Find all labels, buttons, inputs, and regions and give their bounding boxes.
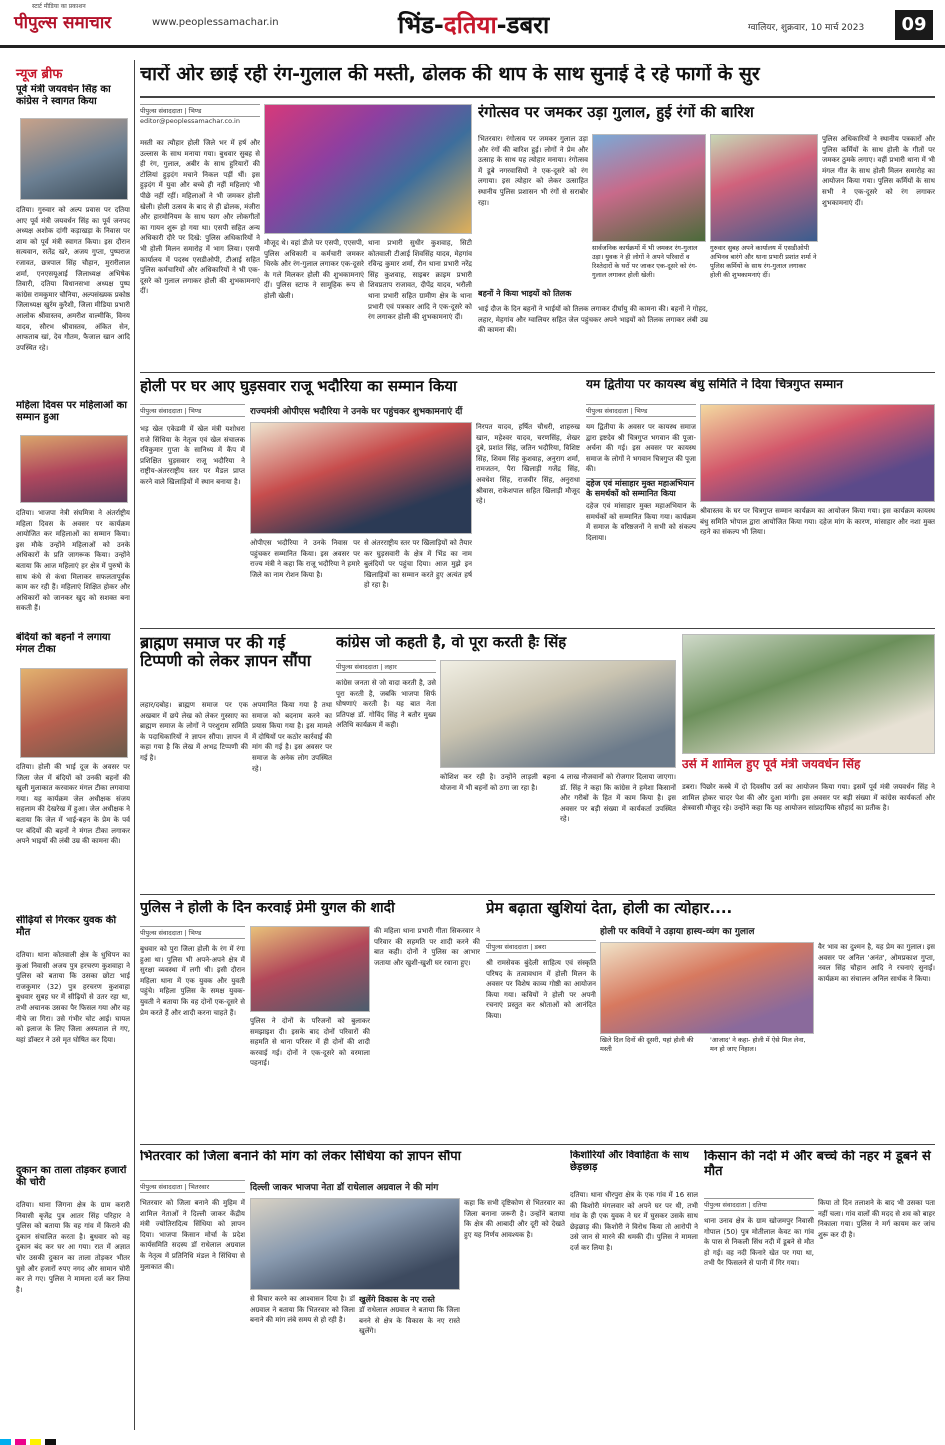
- brahman-body: लहार/दबोह। ब्राह्मण समाज पर एक अखबार में छपे लेख को लेकर गुस्साए का ब्राह्मण समाज के लोगों ने परशुराम समिति के पदाधिकारियों ने ज्ञापन सौंपा। ज्ञापन में कहा गया है कि लेख में अभद्र टिप्पणी की गई है।: [140, 701, 248, 762]
- brief-1-body: दतिया। गुरुवार को अल्प प्रवास पर दतिया आए पूर्व मंत्री जयवर्धन सिंह का पूर्व जनपद अध्यक्ष अशोक दांगी कड़ाखड़ा के निवास पर शाम को पूर्व मंत्री स्वागत किया। इस दौरान सत्यवान, सतेंद्र खरे, अजय गुप्ता, पुष्पराज रजावत, छत्रपाल सिंह चौहान, मुरारीलाल शर्मा, एनएसयूआई जिलाध्यक्ष अभिषेक तिवारी, दतिया विधानसभा अध्यक्ष पुष्प कांग्रेस रामकुमार चौनिया, अल्पसंख्यक प्रकोष्ठ जिलाध्यक्ष खुर्रम कुरैशी, जिला मीडिया प्रभारी आलोक श्रीवास्तव, अमरीश वाल्मीकि, विनय यादव, सौरभ श्रीवास्तव, अंकित सेन, आफताब खां, देव गौतम, फैजाल खान आदि उपस्थित रहे।: [16, 206, 130, 352]
- kayasth-credit: पीपुल्स संवाददाता | भिण्ड: [586, 404, 696, 417]
- police-wedding-credit: पीपुल्स संवाददाता | भिण्ड: [140, 926, 245, 939]
- section-rule-3: [140, 894, 935, 895]
- brief-5-body: दतिया। थाना जिगना क्षेत्र के ग्राम करारी निवासी बृजेंद्र पुत्र आतर सिंह परिहार ने पुलिस को बताया कि वह गांव में किराने की दुकान संचालित करता है। बुधवार को वह दुकान बंद कर घर आ गया। रात में अज्ञात चोर उसकी दुकान का ताला तोड़कर भीतर घुसे और हजारों रुपए नगद और सामान चोरी कर ले गए। पुलिस ने मामला दर्ज कर लिया है।: [16, 1201, 130, 1294]
- bhitarwar-headline: भितरवार को जिला बनाने की मांग को लेकर सिंधिया को ज्ञापन सौंपा: [140, 1150, 461, 1164]
- prem-holi-credit: पीपुल्स संवाददाता | डबरा: [486, 940, 596, 953]
- kisan-credit: पीपुल्स संवाददाता | दतिया: [704, 1198, 814, 1211]
- raju-col3: से अंतरराष्ट्रीय स्तर पर खिलाड़ियों को तैयार कर घुड़सवारी के क्षेत्र में भिंड का नाम बुलंदियों पर पहुंचा दिया। आज मुझे इन खिलाड़ियों का सम्मान करते हुए अत्यंत हर्ष हो रहा है।: [364, 539, 472, 590]
- prem-holi-body: श्री रामसेवक बुंदेली साहित्य एवं संस्कृति परिषद के तत्वावधान में होली मिलन के अवसर पर विशेष काव्य गोष्ठी का आयोजन किया गया। कवियों ने होली पर अपनी रचनाएं प्रस्तुत कर श्रोताओं को आनंदित किया।: [486, 959, 596, 1020]
- bhitarwar-subhead2: खुलेंगे विकास के नए रास्ते: [359, 1295, 435, 1304]
- lead-caption: मौजूद थे। वहां डीजे पर एसपी, एएसपी, पुलिस अधिकारी व कर्मचारी जमकर थिरके और रंग-गुलाल लगाकर एक-दूसरे के गले मिलकर होली की शुभकामनाएं दीं। पुलिस स्टाफ ने सामूहिक रूप से होली खेली।: [264, 239, 364, 300]
- brahman-col2: अपमानित किया गया है तथा समाज को बदनाम करने का प्रयास किया गया है। इस मामले में दोषियों पर कठोर कार्रवाई की मांग की गई है। इस अवसर पर समाज के अनेक लोग उपस्थित रहे।: [252, 701, 332, 773]
- prem-holi-right2: 'आजाद' ने कहा- होली में ऐसे मिल लेना, मन हो जाए निहाल।: [710, 1036, 806, 1053]
- raju-headline: होली पर घर आए घुड़सवार राजू भदौरिया का सम्मान किया: [140, 378, 457, 395]
- raju-credit: पीपुल्स संवाददाता | भिण्ड: [140, 404, 245, 417]
- raju-col4: निरपत यादव, हर्षित चौधरी, शाहरुख खान, महेश्वर यादव, चरणसिंह, शेखर दुबे, प्रशांत सिंह, जतिन भदौरिया, विशिष्ट सिंह, शिवम सिंह कुशवाह, अनुराग शर्मा, रामजतन, पैरा खिलाड़ी गजेंद्र सिंह, अवधेश सिंह, राजवीर सिंह, अनुराधा श्रीवास, राकेशपाल सहित खिलाड़ी मौजूद रहे।: [476, 423, 580, 506]
- magenta-swatch: [15, 1439, 26, 1445]
- kisan-credit-box: [704, 1198, 814, 1212]
- newspaper-logo: [14, 3, 112, 33]
- police-wedding-credit-box: [140, 926, 245, 940]
- brief-4-headline: सीढ़ियों से गिरकर युवक की मौत: [16, 915, 117, 938]
- kayasth-box-body: दहेज एवं मांसाहार मुक्त महाअभियान के समर्थकों को सम्मानित किया गया। कार्यक्रम में समाज के वरिष्ठजनों ने सभी को संकल्प दिलाया।: [586, 502, 696, 542]
- police-wedding-body: बुधवार को पुरा जिला होली के रंग में रंगा हुआ था। पुलिस भी अपने-अपने क्षेत्र में सुरक्षा व्यवस्था में लगी थी। इसी दौरान महिला थाना में एक युवक और युवती पहुंचे। महिला पुलिस के समक्ष युवक-युवती ने बताया कि वह दोनों एक-दूसरे से प्रेम करते हैं और शादी करना चाहते हैं।: [140, 945, 245, 1017]
- bhitarwar-credit: पीपुल्स संवाददाता | भितरवार: [140, 1180, 245, 1193]
- congress-body: कांग्रेस जनता से जो वादा करती है, उसे पूरा करती है, जबकि भाजपा सिर्फ घोषणाएं करती है। यह बात नेता प्रतिपक्ष डॉ. गोविंद सिंह ने बतौर मुख्य अतिथि कार्यक्रम में कही।: [336, 679, 436, 730]
- prem-holi-subhead: होली पर कवियों ने उड़ाया हास्य-व्यंग का गुलाल: [600, 927, 755, 937]
- lead-col3: थाना प्रभारी सुधीर कुशवाह, सिटी कोतवाली टीआई शिवसिंह यादव, मेहगांव रविन्द्र कुमार शर्मा, रौन थाना प्रभारी नरेंद्र सिंह कुशवाह, साइबर क्राइम प्रभारी शिवप्रताप राजावत, दीपेंद्र यादव, भरौली थाना प्रभारी सहित ग्रामीण क्षेत्र के थाना प्रभारी एवं पत्रकार आदि ने एक-दूसरे को रंग लगाकर होली की शुभकामनाएं दीं।: [368, 239, 472, 322]
- raju-subhead: राज्यमंत्री ओपीएस भदौरिया ने उनके घर पहुंचकर शुभकामनाएं दीं: [250, 407, 463, 417]
- bhitarwar-body: भितरवार को जिला बनाने की मुहिम में शामिल नेताओं ने दिल्ली जाकर केंद्रीय मंत्री ज्योतिरादित्य सिंधिया को ज्ञापन दिया। भाजपा किसान मोर्चा के प्रदेश कार्यसमिति सदस्य डॉ राधेलाल अग्रवाल के नेतृत्व में प्रतिनिधि मंडल ने सिंधिया से मुलाकात की।: [140, 1199, 245, 1271]
- lead-body: मस्ती का त्यौहार होली जिले भर में हर्ष और उल्लास के साथ मनाया गया। बुधवार सुबह से ही रंग, गुलाल, अबीर के साथ हुरियारों की टोलियां हुड़दंग मचाने निकल पड़ीं थीं। इस हुड़दंग में युवा और बच्चे ही नहीं महिलाएं भी पीछे नहीं रहीं। महिलाओं ने भी जमकर होली खेली। होली उत्सव के बाद से ही ढोलक, मंजीरा और हारमोनियम के साथ फाग और लोकगीतों का गायन शुरू हो गया था। एसपी सहित अन्य अधिकारी दौरे पर दिखे: पुलिस अधिकारियों ने भी होली मिलन समारोह में भाग लिया। एसपी कार्यालय में पदस्थ एसडीओपी, टीआई सहित पुलिस कर्मचारियों और अधिकारियों ने भी एक-दूसरे को गुलाल लगाकर होली की शुभकामनाएं दीं।: [140, 139, 260, 296]
- brief-2-body: दतिया। भाजपा नेत्री संघमित्रा ने अंतर्राष्ट्रीय महिला दिवस के अवसर पर कार्यक्रम आयोजित कर महिलाओं का सम्मान किया। इस मौके उन्होंने महिलाओं को उनके अधिकारों के प्रति जागरूक किया। उन्होंने बताया कि आज महिलाएं हर क्षेत्र में पुरुषों के साथ कंधे से कंधा मिलाकर सफलतापूर्वक काम कर रही हैं। महिलाएं शिक्षित होकर और अधिकारों को जानकर खुद को सशक्त बना सकती हैं।: [16, 509, 130, 613]
- brief-1-headline: पूर्व मंत्री जयवर्धन सिंह का कांग्रेस ने स्वागत किया: [16, 84, 111, 107]
- rangotsav-subbody: भाई दौज के दिन बहनों ने भाईयों को तिलक लगाकर दीर्घायु की कामना की। बहनों ने गोहद, लहार, मेहगांव और ग्वालियर सहित जेल पहुंचकर अपने भाइयों को तिलक लगाकर लंबी उम्र की कामना की।: [478, 305, 708, 335]
- section-part-datia: दतिया: [443, 11, 497, 39]
- brief-3-headline-box: [16, 632, 130, 664]
- kisan-body: थाना उनाव क्षेत्र के ग्राम खोजमपुर निवासी गोपाल (50) पुत्र मोतीलाल केवट का गांव के पास से निकली सिंध नदी में डूबने से मौत हो गई। वह नदी किनारे खेत पर गया था, तभी पैर फिसलने से पानी में गिर गया।: [704, 1217, 814, 1268]
- rangotsav-body: भितरवार। रंगोत्सव पर जमकर गुलाल उड़ा और रंगों की बारिश हुई। लोगों ने प्रेम और उत्साह के साथ यह त्योहार मनाया। रंगोत्सव में डूबे नगरवासियों ने एक-दूसरे को रंग लगाया। इस त्योहार को लेकर उत्साहित स्थानीय पुलिस प्रशासन भी रंगों से सराबोर रहा।: [478, 135, 588, 207]
- brief-3-headline: बंदियों को बहनों ने लगाया मंगल टीका: [16, 632, 111, 655]
- urs-headline: उर्स में शामिल हुए पूर्व मंत्री जयवर्धन सिंह: [682, 758, 861, 771]
- urs-body: डबरा। पिछोर कस्बे में दो दिवसीय उर्स का आयोजन किया गया। इसमें पूर्व मंत्री जयवर्धन सिंह ने शामिल होकर चादर पेश की और दुआ मांगी। इस अवसर पर बड़ी संख्या में कांग्रेस कार्यकर्ता और क्षेत्रवासी मौजूद रहे। उन्होंने कहा कि यह आयोजन सांप्रदायिक सौहार्द का प्रतीक है।: [682, 783, 935, 813]
- kayasth-body: यम द्वितीया के अवसर पर कायस्थ समाज द्वारा इष्टदेव श्री चित्रगुप्त भगवान की पूजा-अर्चना की गई। इस अवसर पर कायस्थ समाज के लोगों ने भगवान चित्रगुप्त की पूजा की।: [586, 423, 696, 474]
- lead-email[interactable]: editor@peoplessamachar.co.in: [140, 117, 240, 125]
- rangotsav-right-body: पुलिस अधिकारियों ने स्थानीय पत्रकारों और पुलिस कर्मियों के साथ होली के गीतों पर जमकर ठुमके लगाए। वहीं प्रभारी थाना में भी मंगल गीत के साथ होली मिलन समारोह का आयोजन किया गया। पुलिस कर्मियों के साथ सभी ने एक-दूसरे को रंग लगाकर शुभकामनाएं दीं।: [822, 135, 935, 207]
- police-wedding-headline: पुलिस ने होली के दिन करवाई प्रेमी युगल की शादी: [140, 900, 395, 916]
- brief-5-headline: दुकान का ताला तोड़कर हजारों की चोरी: [16, 1165, 127, 1188]
- section-rule-1: [140, 372, 935, 373]
- bhitarwar-credit-box: [140, 1180, 245, 1194]
- congress-headline: कांग्रेस जो कहती है, वो पूरा करती हैः सिंह: [336, 634, 567, 651]
- congress-right: 4 लाख नौजवानों को रोजगार दिलाया जाएगा। डॉ. सिंह ने कहा कि कांग्रेस ने हमेशा किसानों और गरीबों के हित में काम किया है। इस अवसर पर बड़ी संख्या में कार्यकर्ता उपस्थित रहे।: [560, 773, 676, 824]
- masthead: [0, 0, 945, 48]
- section-rule-4: [140, 1144, 935, 1145]
- logo-text: पीपुल्स समाचार: [14, 13, 112, 33]
- prem-holi-photo: [600, 942, 814, 1034]
- website-url[interactable]: www.peoplessamachar.in: [152, 17, 279, 28]
- prem-holi-credit-box: [486, 940, 596, 954]
- bhitarwar-col3: कहा कि सभी दृष्टिकोण से भितरवार का जिला बनाना जरूरी है। उन्होंने बताया कि क्षेत्र की आबादी और दूरी को देखते हुए यह निर्णय आवश्यक है।: [464, 1199, 565, 1239]
- congress-credit-box: [336, 660, 436, 674]
- section-title: [398, 8, 549, 41]
- bhitarwar-photo: [250, 1198, 460, 1290]
- congress-photo: [440, 660, 676, 768]
- prem-holi-headline: प्रेम बढ़ाता खुशियां देता, होली का त्योहार....: [486, 900, 733, 917]
- kayasth-right-body: श्रीवास्तव के घर पर चित्रगुप्त सम्मान कार्यक्रम का आयोजन किया गया। इस कार्यक्रम कायस्थ बंधु समिति भोपाल द्वारा आयोजित किया गया। दहेज मांग के कारण, मांसाहार और नशा मुक्त रहने का संकल्प भी लिया।: [700, 507, 935, 537]
- bhitarwar-subbody2: डॉ राधेलाल अग्रवाल ने बताया कि जिला बनने से क्षेत्र के विकास के नए रास्ते खुलेंगे।: [359, 1306, 460, 1336]
- rangotsav-photo-1: [592, 134, 706, 242]
- bhitarwar-sub-box: [359, 1294, 460, 1428]
- lead-photo: [264, 104, 472, 234]
- rangotsav-headline: रंगोत्सव पर जमकर उड़ा गुलाल, हुई रंगों की बारिश: [478, 104, 754, 121]
- brief-2-headline-box: [16, 400, 130, 432]
- dateline: ग्वालियर, शुक्रवार, 10 मार्च 2023: [748, 23, 865, 33]
- rangotsav-caption-1: सार्वजनिक कार्यक्रमों में भी जमकर रंग-गुलाल उड़ा। युवक ने ही लोगों ने अपने परिवारों व रिश्तेदारों के घरों पर जाकर एक-दूसरे को रंग-गुलाल लगाकर होली खेली।: [592, 244, 698, 279]
- brahman-headline: ब्राह्मण समाज पर की गई टिप्पणी को लेकर ज्ञापन सौंपा: [140, 634, 311, 671]
- brief-1-photo: [20, 118, 128, 200]
- page-number: 09: [895, 10, 933, 40]
- kayasth-box: [586, 478, 696, 624]
- print-color-bar: [0, 1432, 945, 1445]
- brief-3-body: दतिया। होली की भाई दूज के अवसर पर जिला जेल में बंदियों को उनकी बहनों की खुली मुलाकात करवाकर मंगल टीका लगवाया गया। यह कार्यक्रम जेल अधीक्षक संजय सहलाम की देखरेख में हुआ। जेल अधीक्षक ने बताया कि जेल में भाई-बहन के प्रेम के पर्व पर बंदियों की बहनों ने मंगल टीका लगाकर अपने भाइयों की लंबी उम्र की कामना की।: [16, 763, 130, 846]
- prem-holi-right: वैर भाव का दुश्मन है, यह प्रेम का गुलाल। इस अवसर पर अनिल 'अनंत', ओमप्रकाश गुप्ता, नवल सिंह चौहान आदि ने रचनाएं सुनाईं। कार्यक्रम का संचालन अनिल सार्थक ने किया।: [818, 943, 935, 983]
- lead-credit-box: [140, 104, 260, 134]
- kayasth-box-title: दहेज एवं मांसाहार मुक्त महाअभियान के समर्थकों को सम्मानित किया: [586, 479, 695, 498]
- lead-credit: पीपुल्स संवाददाता | भिण्ड: [140, 104, 260, 117]
- brief-5-headline-box: [16, 1165, 130, 1197]
- section-part-bhind: भिंड-: [398, 11, 444, 39]
- kishori-headline: किशोरियों और विवाहिता के साथ छेड़छाड़: [570, 1150, 689, 1173]
- kisan-col2: किया तो दिन तलाशने के बाद भी उसका पता नहीं चला। गांव वालों की मदद से शव को बाहर निकाला गया। पुलिस ने मर्ग कायम कर जांच शुरू कर दी है।: [818, 1199, 935, 1239]
- prem-holi-poem: खिले दिल दिनों की दूसरी, यहां होली की मस्ती: [600, 1036, 694, 1053]
- kisan-headline: किसान की नदी में और बच्चे की नहर में डूबने से मौत: [704, 1150, 931, 1179]
- news-brief-label: न्यूज ब्रीफ: [16, 67, 63, 82]
- cyan-swatch: [0, 1439, 11, 1445]
- section-part-dabra: -डबरा: [496, 11, 550, 39]
- police-wedding-col3: की महिला थाना प्रभारी गीता सिकरवार ने परिवार की सहमति पर शादी करने की बात कही। दोनों ने पुलिस का आभार जताया और खुशी-खुशी घर रवाना हुए।: [374, 927, 480, 967]
- raju-photo: [250, 422, 472, 534]
- brief-4-body: दतिया। थाना कोतवाली क्षेत्र के धुधिपन का कुआं निवासी अजय पुत्र हरचरण कुशवाहा ने पुलिस को बताया कि उसका छोटा भाई राजकुमार (32) पुत्र हरचरण कुशवाहा बुधवार सुबह घर में सीढ़ियों से उतर रहा था, तभी अचानक उसका पैर फिसल गया और वह नीचे जा गिरा। उसे गंभीर चोट आई। घायल को इलाज के लिए जिला अस्पताल ले गए, यहां डॉक्टर ने उसे मृत घोषित कर दिया।: [16, 951, 130, 1044]
- black-swatch: [45, 1439, 56, 1445]
- brief-4-headline-box: [16, 915, 130, 947]
- rangotsav-subhead: बहनों ने किया भाइयों को तिलक: [478, 289, 572, 298]
- section-rule-2: [140, 628, 935, 629]
- raju-body: भड़ खेल एकेडमी में खेल मंत्री यशोधरा राजे सिंधिया के नेतृत्व एवं खेल संचालक रविकुमार गुप्ता के सानिध्य में कैंप में प्रशिक्षित घुड़सवार राजू भदौरिया ने राष्ट्रीय-अंतरराष्ट्रीय स्तर पर मैडल प्राप्त करने वाले खिलाड़ियों में स्थान बनाया है।: [140, 425, 245, 486]
- congress-caption: कोशिश कर रही है। उन्होंने लाड़ली बहना योजना में भी बहनों को ठगा जा रहा है।: [440, 773, 556, 792]
- kayasth-headline: यम द्वितीया पर कायस्थ बंधु समिति ने दिया चित्रगुप्त सम्मान: [586, 378, 843, 391]
- police-wedding-photo: [250, 926, 370, 1012]
- brief-2-headline: महिला दिवस पर महिलाओं का सम्मान हुआ: [16, 400, 127, 423]
- bhitarwar-col2: से विचार करने का आश्वासन दिया है। डॉ अग्रवाल ने बताया कि भितरवार को जिला बनाने की मांग लंबे समय से हो रही है।: [250, 1295, 355, 1325]
- rangotsav-photo-2: [710, 134, 818, 242]
- brief-1-headline-box: [16, 84, 130, 116]
- police-wedding-col2: पुलिस ने दोनों के परिजनों को बुलाकर समझाइश दी। इसके बाद दोनों परिवारों की सहमति से थाना परिसर में ही दोनों की शादी करवाई गई। दोनों ने एक-दूसरे को वरमाला पहनाई।: [250, 1017, 370, 1068]
- urs-photo: [682, 634, 935, 754]
- yellow-swatch: [30, 1439, 41, 1445]
- bhitarwar-subhead: दिल्ली जाकर भाजपा नेता डॉ राधेलाल अग्रवाल ने की मांग: [250, 1183, 439, 1193]
- lead-headline: चारों ओर छाई रही रंग-गुलाल की मस्ती, ढोलक की थाप के साथ सुनाई दे रहे फागों के सुर: [140, 64, 760, 85]
- rangotsav-caption-2: गुरुवार सुबह अपने कार्यालय में एसडीओपी अभिनव बारंगे और थाना प्रभारी प्रशांत शर्मा ने पुलिस कर्मियों के साथ रंग-गुलाल लगाकर होली की शुभकामनाएं दीं।: [710, 244, 817, 279]
- raju-credit-box: [140, 404, 245, 420]
- lead-headline-rule: [140, 96, 935, 98]
- kayasth-credit-box: [586, 404, 696, 418]
- congress-credit: पीपुल्स संवाददाता | लहार: [336, 660, 436, 673]
- raju-caption: ओपीएस भदौरिया ने उनके निवास पर पहुंचकर सम्मानित किया। इस अवसर पर राज्य मंत्री ने कहा कि राजू भदौरिया ने हमारे जिले का नाम रोशन किया है।: [250, 539, 360, 579]
- kayasth-photo: [700, 404, 935, 502]
- brief-2-photo: [20, 435, 128, 503]
- logo-tagline: स्टार्ट मीडिया का प्रकाशन: [32, 3, 86, 10]
- column-divider: [134, 60, 135, 1430]
- kishori-body: दतिया। थाना धीरपुरा क्षेत्र के एक गांव में 16 साल की किशोरी मंगलवार को अपने घर पर थी, तभी गांव के ही एक युवक ने घर में घुसकर उसके साथ छेड़छाड़ की। किशोरी ने विरोध किया तो आरोपी ने उसे जान से मारने की धमकी दी। पुलिस ने मामला दर्ज कर लिया है।: [570, 1191, 698, 1252]
- brief-3-photo: [20, 668, 128, 758]
